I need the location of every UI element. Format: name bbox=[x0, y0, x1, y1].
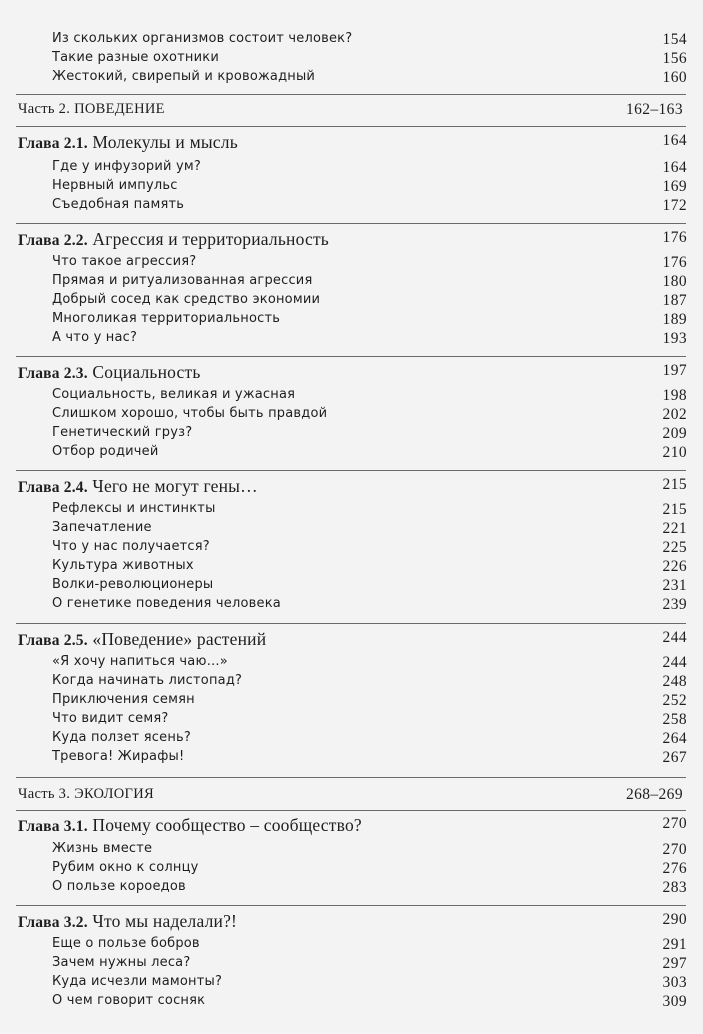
entry-title: Что такое агрессия? bbox=[52, 254, 197, 269]
toc-entry bbox=[0, 444, 703, 464]
toc-entry bbox=[0, 654, 703, 674]
entry-page: 180 bbox=[662, 273, 687, 290]
entry-title: Жестокий, свирепый и кровожадный bbox=[52, 69, 316, 84]
entry-title: Слишком хорошо, чтобы быть правдой bbox=[52, 406, 328, 421]
entry-page: 176 bbox=[662, 254, 687, 271]
toc-entry bbox=[0, 31, 703, 51]
entry-title: Еще о пользе бобров bbox=[52, 936, 200, 951]
chapter-page: 244 bbox=[662, 629, 687, 646]
entry-title: А что у нас? bbox=[52, 330, 138, 345]
entry-title: Культура животных bbox=[52, 558, 194, 573]
entry-page: 244 bbox=[662, 654, 687, 671]
toc-part bbox=[0, 101, 703, 121]
toc-entry bbox=[0, 749, 703, 769]
chapter-page: 270 bbox=[662, 815, 687, 832]
entry-page: 172 bbox=[662, 197, 687, 214]
part-pages: 268–269 bbox=[625, 786, 683, 803]
toc-entry bbox=[0, 936, 703, 956]
entry-title: Куда исчезли мамонты? bbox=[52, 974, 223, 989]
entry-title: Жизнь вместе bbox=[52, 841, 153, 856]
entry-page: 193 bbox=[662, 330, 687, 347]
toc-entry bbox=[0, 993, 703, 1013]
toc-entry bbox=[0, 197, 703, 217]
divider bbox=[16, 94, 686, 95]
part-pages: 162–163 bbox=[625, 101, 683, 118]
toc-entry bbox=[0, 955, 703, 975]
entry-title: Нервный импульс bbox=[52, 178, 178, 193]
toc-entry bbox=[0, 711, 703, 731]
toc-chapter bbox=[0, 476, 703, 496]
entry-page: 283 bbox=[662, 879, 687, 896]
chapter-label: Глава 3.2. bbox=[18, 914, 88, 931]
divider bbox=[16, 623, 686, 624]
entry-title: Генетический груз? bbox=[52, 425, 193, 440]
toc-chapter bbox=[0, 229, 703, 249]
chapter-label: Глава 2.3. bbox=[18, 365, 88, 382]
entry-title: Социальность, великая и ужасная bbox=[52, 387, 296, 402]
toc-entry bbox=[0, 841, 703, 861]
entry-title: Куда ползет ясень? bbox=[52, 730, 192, 745]
entry-title: О чем говорит сосняк bbox=[52, 993, 206, 1008]
toc-entry bbox=[0, 539, 703, 559]
entry-title: Рубим окно к солнцу bbox=[52, 860, 199, 875]
entry-title: Зачем нужны леса? bbox=[52, 955, 191, 970]
toc-entry bbox=[0, 692, 703, 712]
entry-title: Съедобная память bbox=[52, 197, 185, 212]
toc-entry bbox=[0, 50, 703, 70]
divider bbox=[16, 126, 686, 127]
entry-page: 297 bbox=[662, 955, 687, 972]
divider bbox=[16, 470, 686, 471]
toc-entry bbox=[0, 292, 703, 312]
entry-page: 276 bbox=[662, 860, 687, 877]
entry-page: 209 bbox=[662, 425, 687, 442]
entry-page: 187 bbox=[662, 292, 687, 309]
entry-page: 169 bbox=[662, 178, 687, 195]
toc-part bbox=[0, 786, 703, 806]
entry-title: Запечатление bbox=[52, 520, 152, 535]
toc-chapter bbox=[0, 911, 703, 931]
entry-title: Тревога! Жирафы! bbox=[52, 749, 185, 764]
entry-page: 270 bbox=[662, 841, 687, 858]
divider bbox=[16, 810, 686, 811]
toc-chapter bbox=[0, 362, 703, 382]
entry-page: 231 bbox=[662, 577, 687, 594]
entry-title: Добрый сосед как средство экономии bbox=[52, 292, 321, 307]
chapter-title: Что мы наделали?! bbox=[92, 911, 238, 931]
toc-chapter bbox=[0, 629, 703, 649]
entry-page: 164 bbox=[662, 159, 687, 176]
chapter-title: Чего не могут гены… bbox=[92, 476, 258, 496]
chapter-title: Молекулы и мысль bbox=[92, 132, 238, 152]
toc-entry bbox=[0, 69, 703, 89]
entry-page: 303 bbox=[662, 974, 687, 991]
toc-entry bbox=[0, 330, 703, 350]
toc-entry bbox=[0, 577, 703, 597]
entry-title: Рефлексы и инстинкты bbox=[52, 501, 216, 516]
entry-page: 258 bbox=[662, 711, 687, 728]
chapter-page: 164 bbox=[662, 132, 687, 149]
toc-entry bbox=[0, 159, 703, 179]
chapter-label: Глава 2.1. bbox=[18, 135, 88, 152]
entry-page: 239 bbox=[662, 596, 687, 613]
entry-page: 291 bbox=[662, 936, 687, 953]
divider bbox=[16, 777, 686, 778]
entry-page: 252 bbox=[662, 692, 687, 709]
chapter-title: Социальность bbox=[92, 362, 201, 382]
divider bbox=[16, 356, 686, 357]
chapter-page: 290 bbox=[662, 911, 687, 928]
entry-page: 248 bbox=[662, 673, 687, 690]
chapter-label: Глава 2.5. bbox=[18, 632, 88, 649]
toc-entry bbox=[0, 879, 703, 899]
chapter-title: Почему сообщество – сообщество? bbox=[92, 815, 362, 835]
entry-page: 309 bbox=[662, 993, 687, 1010]
entry-page: 221 bbox=[662, 520, 687, 537]
entry-title: О пользе короедов bbox=[52, 879, 186, 894]
toc-entry bbox=[0, 501, 703, 521]
entry-title: Волки-революционеры bbox=[52, 577, 214, 592]
toc-entry bbox=[0, 273, 703, 293]
entry-title: Когда начинать листопад? bbox=[52, 673, 243, 688]
toc-entry bbox=[0, 520, 703, 540]
entry-title: Отбор родичей bbox=[52, 444, 159, 459]
part-title: Часть 3. ЭКОЛОГИЯ bbox=[18, 786, 154, 802]
entry-page: 156 bbox=[662, 50, 687, 67]
chapter-title: «Поведение» растений bbox=[92, 629, 267, 649]
toc-entry bbox=[0, 673, 703, 693]
toc-chapter bbox=[0, 815, 703, 835]
chapter-label: Глава 2.4. bbox=[18, 479, 88, 496]
divider bbox=[16, 905, 686, 906]
entry-page: 264 bbox=[662, 730, 687, 747]
chapter-title: Агрессия и территориальность bbox=[92, 229, 329, 249]
toc-entry bbox=[0, 730, 703, 750]
entry-title: Из скольких организмов состоит человек? bbox=[52, 31, 353, 46]
entry-title: Приключения семян bbox=[52, 692, 195, 707]
chapter-label: Глава 3.1. bbox=[18, 818, 88, 835]
chapter-label: Глава 2.2. bbox=[18, 232, 88, 249]
toc-entry bbox=[0, 558, 703, 578]
toc-entry bbox=[0, 596, 703, 616]
entry-title: Многоликая территориальность bbox=[52, 311, 281, 326]
entry-title: Где у инфузорий ум? bbox=[52, 159, 201, 174]
divider bbox=[16, 223, 686, 224]
toc-entry bbox=[0, 974, 703, 994]
entry-page: 202 bbox=[662, 406, 687, 423]
toc-entry bbox=[0, 254, 703, 274]
entry-title: Что у нас получается? bbox=[52, 539, 210, 554]
entry-page: 154 bbox=[662, 31, 687, 48]
entry-title: Что видит семя? bbox=[52, 711, 169, 726]
entry-page: 215 bbox=[662, 501, 687, 518]
toc-entry bbox=[0, 860, 703, 880]
entry-page: 267 bbox=[662, 749, 687, 766]
entry-page: 226 bbox=[662, 558, 687, 575]
entry-title: Такие разные охотники bbox=[52, 50, 219, 65]
part-title: Часть 2. ПОВЕДЕНИЕ bbox=[18, 101, 165, 117]
entry-title: Прямая и ритуализованная агрессия bbox=[52, 273, 313, 288]
entry-page: 189 bbox=[662, 311, 687, 328]
toc-entry bbox=[0, 311, 703, 331]
chapter-page: 176 bbox=[662, 229, 687, 246]
toc-entry bbox=[0, 425, 703, 445]
toc-entry bbox=[0, 406, 703, 426]
entry-page: 198 bbox=[662, 387, 687, 404]
chapter-page: 197 bbox=[662, 362, 687, 379]
entry-page: 210 bbox=[662, 444, 687, 461]
toc-entry bbox=[0, 178, 703, 198]
entry-page: 160 bbox=[662, 69, 687, 86]
entry-page: 225 bbox=[662, 539, 687, 556]
entry-title: О генетике поведения человека bbox=[52, 596, 281, 611]
entry-title: «Я хочу напиться чаю…» bbox=[52, 654, 228, 669]
toc-chapter bbox=[0, 132, 703, 152]
toc-entry bbox=[0, 387, 703, 407]
chapter-page: 215 bbox=[662, 476, 687, 493]
